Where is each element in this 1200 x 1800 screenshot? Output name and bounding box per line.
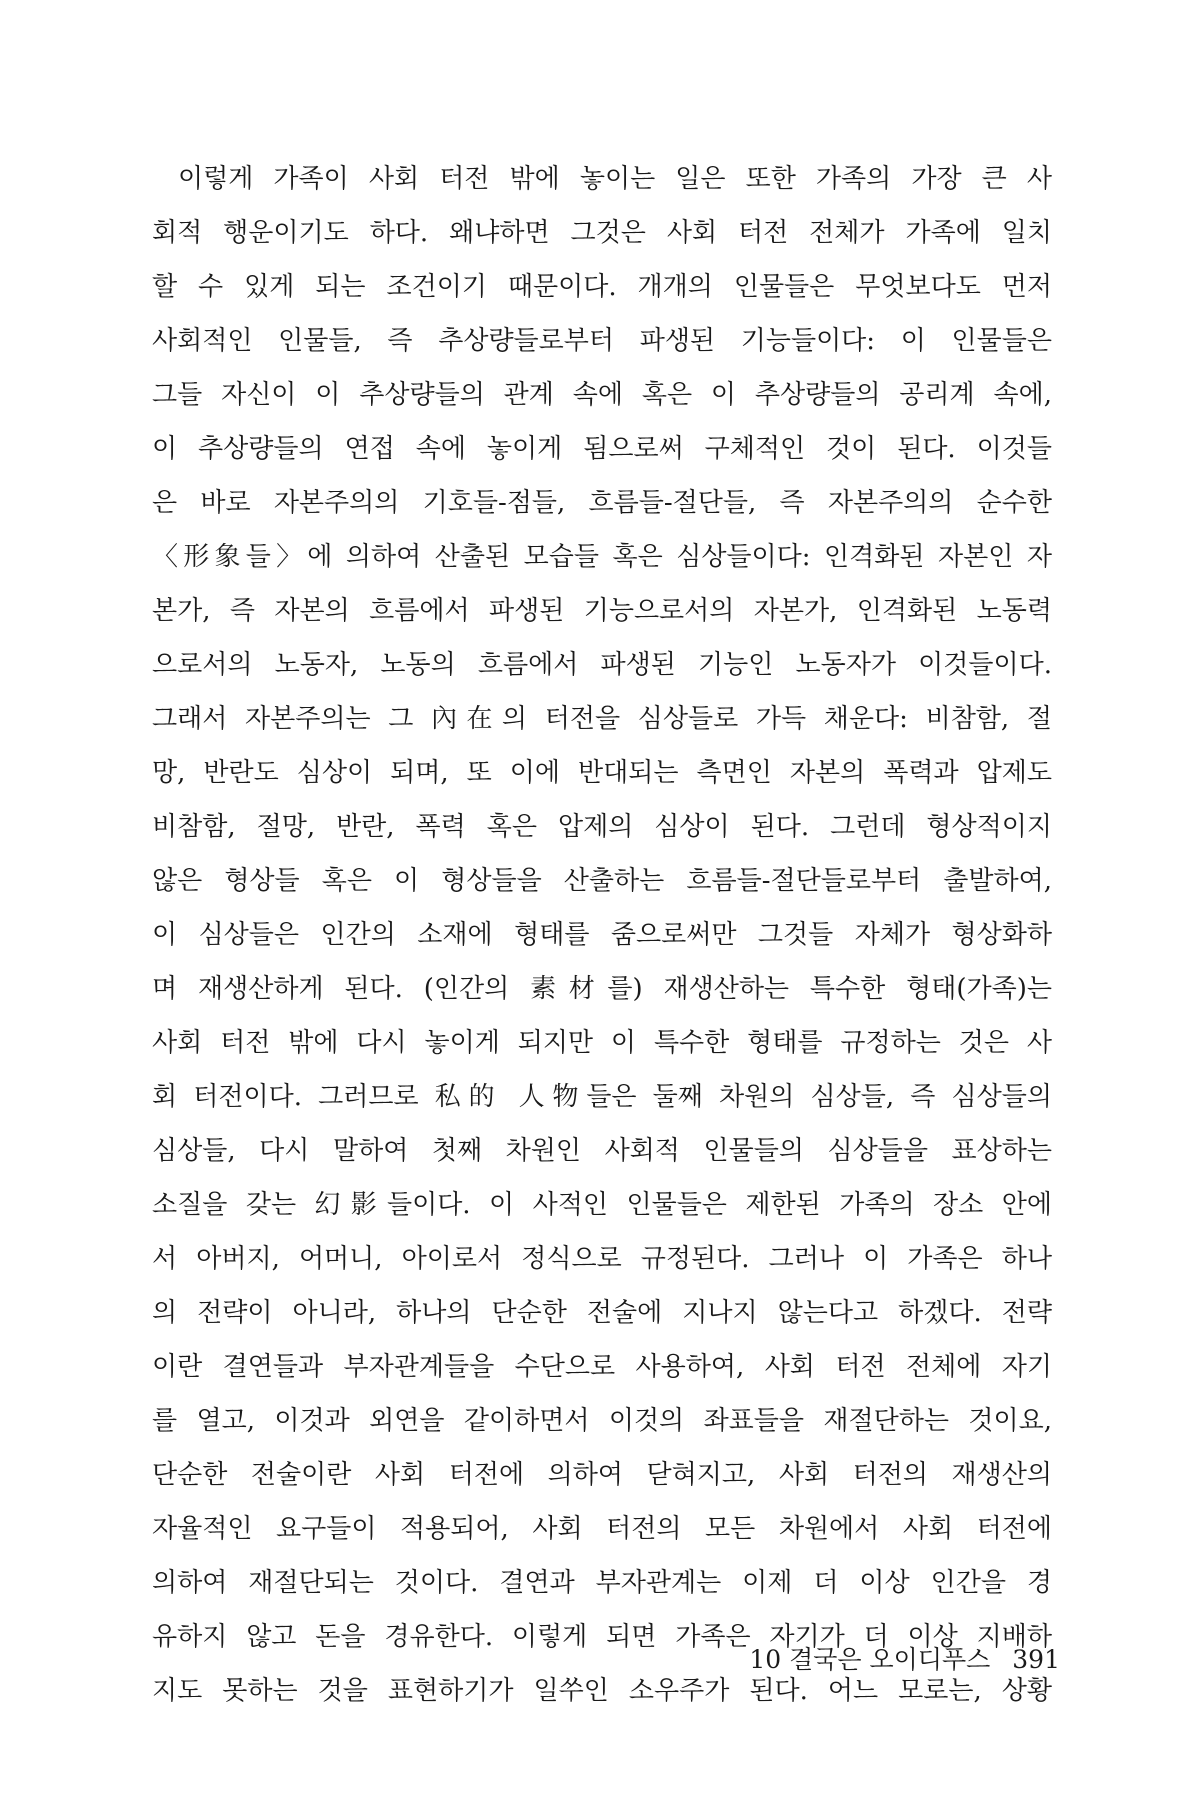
text-line: 심상들, 다시 말하여 첫째 차원인 사회적 인물들의 심상들을 표상하는 bbox=[152, 1136, 1052, 1166]
text-line: 않은 형상들 혹은 이 형상들을 산출하는 흐름들-절단들로부터 출발하여, bbox=[152, 866, 1052, 896]
text-line: 비참함, 절망, 반란, 폭력 혹은 압제의 심상이 된다. 그런데 형상적이지 bbox=[152, 812, 1052, 842]
text-line: 서 아버지, 어머니, 아이로서 정식으로 규정된다. 그러나 이 가족은 하나 bbox=[152, 1244, 1052, 1274]
text-line: 이 추상량들의 연접 속에 놓이게 됨으로써 구체적인 것이 된다. 이것들 bbox=[152, 434, 1052, 464]
text-line: 를 열고, 이것과 외연을 같이하면서 이것의 좌표들을 재절단하는 것이요, bbox=[152, 1406, 1052, 1436]
text-line: 〈形象들〉에 의하여 산출된 모습들 혹은 심상들이다: 인격화된 자본인 자 bbox=[152, 542, 1052, 572]
text-line: 단순한 전술이란 사회 터전에 의하여 닫혀지고, 사회 터전의 재생산의 bbox=[152, 1460, 1052, 1490]
text-line: 며 재생산하게 된다. (인간의 素材를) 재생산하는 특수한 형태(가족)는 bbox=[152, 974, 1052, 1004]
page-number: 391 bbox=[1012, 1645, 1060, 1674]
text-line: 할 수 있게 되는 조건이기 때문이다. 개개의 인물들은 무엇보다도 먼저 bbox=[152, 272, 1052, 302]
text-line: 이란 결연들과 부자관계들을 수단으로 사용하여, 사회 터전 전체에 자기 bbox=[152, 1352, 1052, 1382]
text-line: 망, 반란도 심상이 되며, 또 이에 반대되는 측면인 자본의 폭력과 압제도 bbox=[152, 758, 1052, 788]
text-line: 사회 터전 밖에 다시 놓이게 되지만 이 특수한 형태를 규정하는 것은 사 bbox=[152, 1028, 1052, 1058]
text-line: 의하여 재절단되는 것이다. 결연과 부자관계는 이제 더 이상 인간을 경 bbox=[152, 1568, 1052, 1598]
page-footer bbox=[700, 1640, 1060, 1680]
text-line: 으로서의 노동자, 노동의 흐름에서 파생된 기능인 노동자가 이것들이다. bbox=[152, 650, 1052, 680]
text-line: 의 전략이 아니라, 하나의 단순한 전술에 지나지 않는다고 하겠다. 전략 bbox=[152, 1298, 1052, 1328]
text-line: 회적 행운이기도 하다. 왜냐하면 그것은 사회 터전 전체가 가족에 일치 bbox=[152, 218, 1052, 248]
text-line: 유하지 않고 돈을 경유한다. 이렇게 되면 가족은 자기가 더 이상 지배하 bbox=[152, 1622, 1052, 1652]
text-line: 사회적인 인물들, 즉 추상량들로부터 파생된 기능들이다: 이 인물들은 bbox=[152, 326, 1052, 356]
chapter-title: 10 결국은 오이디푸스 bbox=[749, 1645, 991, 1674]
text-line: 지도 못하는 것을 표현하기가 일쑤인 소우주가 된다. 어느 모로는, 상황 bbox=[152, 1676, 1052, 1706]
text-line: 은 바로 자본주의의 기호들-점들, 흐름들-절단들, 즉 자본주의의 순수한 bbox=[152, 488, 1052, 518]
text-line: 이 심상들은 인간의 소재에 형태를 줌으로써만 그것들 자체가 형상화하 bbox=[152, 920, 1052, 950]
text-line: 본가, 즉 자본의 흐름에서 파생된 기능으로서의 자본가, 인격화된 노동력 bbox=[152, 596, 1052, 626]
text-line: 회 터전이다. 그러므로 私的 人物들은 둘째 차원의 심상들, 즉 심상들의 bbox=[152, 1082, 1052, 1112]
text-line: 소질을 갖는 幻影들이다. 이 사적인 인물들은 제한된 가족의 장소 안에 bbox=[152, 1190, 1052, 1220]
text-line: 그들 자신이 이 추상량들의 관계 속에 혹은 이 추상량들의 공리계 속에, bbox=[152, 380, 1052, 410]
text-line: 그래서 자본주의는 그 內在의 터전을 심상들로 가득 채운다: 비참함, 절 bbox=[152, 704, 1052, 734]
text-line: 자율적인 요구들이 적용되어, 사회 터전의 모든 차원에서 사회 터전에 bbox=[152, 1514, 1052, 1544]
text-line: 이렇게 가족이 사회 터전 밖에 놓이는 일은 또한 가족의 가장 큰 사 bbox=[178, 164, 1052, 194]
body-text bbox=[152, 152, 1052, 1718]
